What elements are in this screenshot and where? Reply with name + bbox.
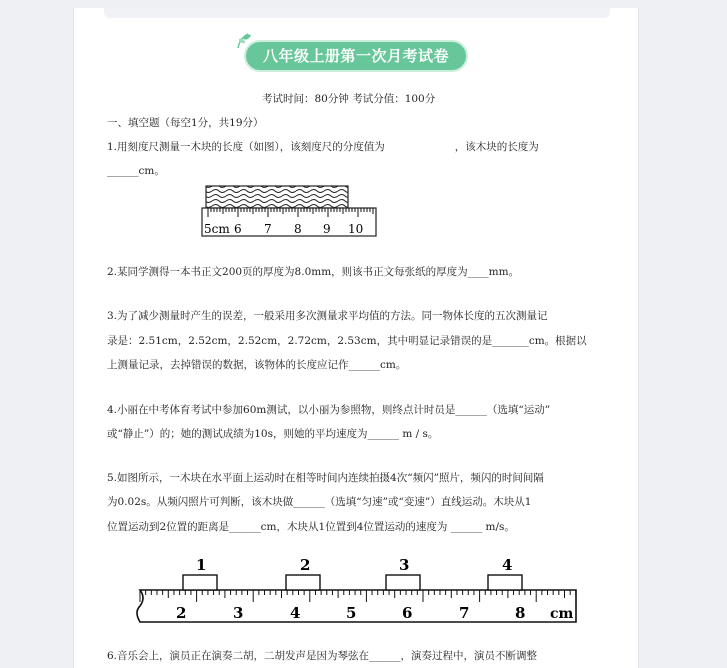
question-1-line-2: ______cm。 [107, 165, 165, 177]
unit-label: cm [550, 606, 574, 622]
block-label-1: 1 [196, 556, 207, 574]
ruler-label-7: 7 [264, 222, 272, 236]
question-5-line-3: 位置运动到2位置的距离是______cm，木块从1位置到4位置运动的速度为 ______ m/s。 [107, 521, 515, 533]
question-1-text-b: ，该木块的长度为 [454, 141, 539, 153]
question-2: 2.某同学测得一本书正文200页的厚度为8.0mm，则该书正文每张纸的厚度为____mm。 [107, 266, 520, 278]
question-5-line-2: 为0.02s。从频闪照片可判断，该木块做______（选填“匀速”或“变速”）直线运动。木块从1 [107, 496, 532, 508]
question-3-line-2: 录是：2.51cm，2.52cm，2.52cm，2.72cm，2.53cm，其中明显记录错误的是_______cm。根据以 [107, 335, 587, 347]
toolbar-strip [104, 8, 610, 18]
wooden-block [206, 186, 348, 208]
scale-label-8: 8 [515, 604, 526, 622]
scale-label-4: 4 [290, 604, 301, 622]
page-title: 八年级上册第一次月考试卷 [244, 40, 468, 72]
exam-info: 考试时间：80分钟 考试分值：100分 [262, 93, 436, 105]
ruler-body [137, 590, 576, 622]
question-4-line-2: 或“静止”）的；她的测试成绩为10s，则她的平均速度为______ m / s。 [107, 428, 439, 440]
question-3-line-1: 3.为了减少测量时产生的误差，一般采用多次测量求平均值的方法。同一物体长度的五次测量记 [107, 310, 548, 322]
ruler-label-9: 9 [323, 222, 331, 236]
ruler-figure-1 [170, 183, 380, 239]
ruler-figure-2 [130, 550, 590, 626]
scale-label-3: 3 [233, 604, 244, 622]
question-5-line-1: 5.如图所示，一木块在水平面上运动时在相等时间内连续拍摄4次“频闪”照片，频闪的时间间隔 [107, 472, 544, 484]
block-4 [488, 575, 522, 590]
block-1 [183, 575, 217, 590]
ruler-label-6: 6 [234, 222, 242, 236]
scale-label-5: 5 [346, 604, 357, 622]
title-banner [244, 40, 470, 74]
scale-label-7: 7 [459, 604, 470, 622]
block-label-2: 2 [300, 556, 311, 574]
block-label-3: 3 [399, 556, 410, 574]
scale-label-6: 6 [402, 604, 413, 622]
section-heading: 一、填空题（每空1分，共19分） [107, 117, 264, 129]
block-positions [183, 556, 522, 590]
question-6-partial: 6.音乐会上，演员正在演奏二胡，二胡发声是因为琴弦在______，演奏过程中，演员不断调整 [107, 650, 538, 662]
block-label-4: 4 [502, 556, 513, 574]
scale-label-2: 2 [176, 604, 187, 622]
ruler-label-8: 8 [294, 222, 302, 236]
question-4-line-1: 4.小丽在中考体育考试中参加60m测试，以小丽为参照物，则终点计时员是______（选填“运动” [107, 404, 551, 416]
block-3 [386, 575, 420, 590]
ruler-label-5cm: 5cm [204, 222, 230, 236]
question-1-text-a: 1.用刻度尺测量一木块的长度（如图），该刻度尺的分度值为 [107, 141, 385, 153]
question-3-line-3: 上测量记录，去掉错误的数据，该物体的长度应记作______cm。 [107, 359, 407, 371]
block-2 [286, 575, 320, 590]
ruler-label-10: 10 [348, 222, 364, 236]
document-page [73, 8, 639, 668]
question-1-line-1 [107, 139, 539, 155]
